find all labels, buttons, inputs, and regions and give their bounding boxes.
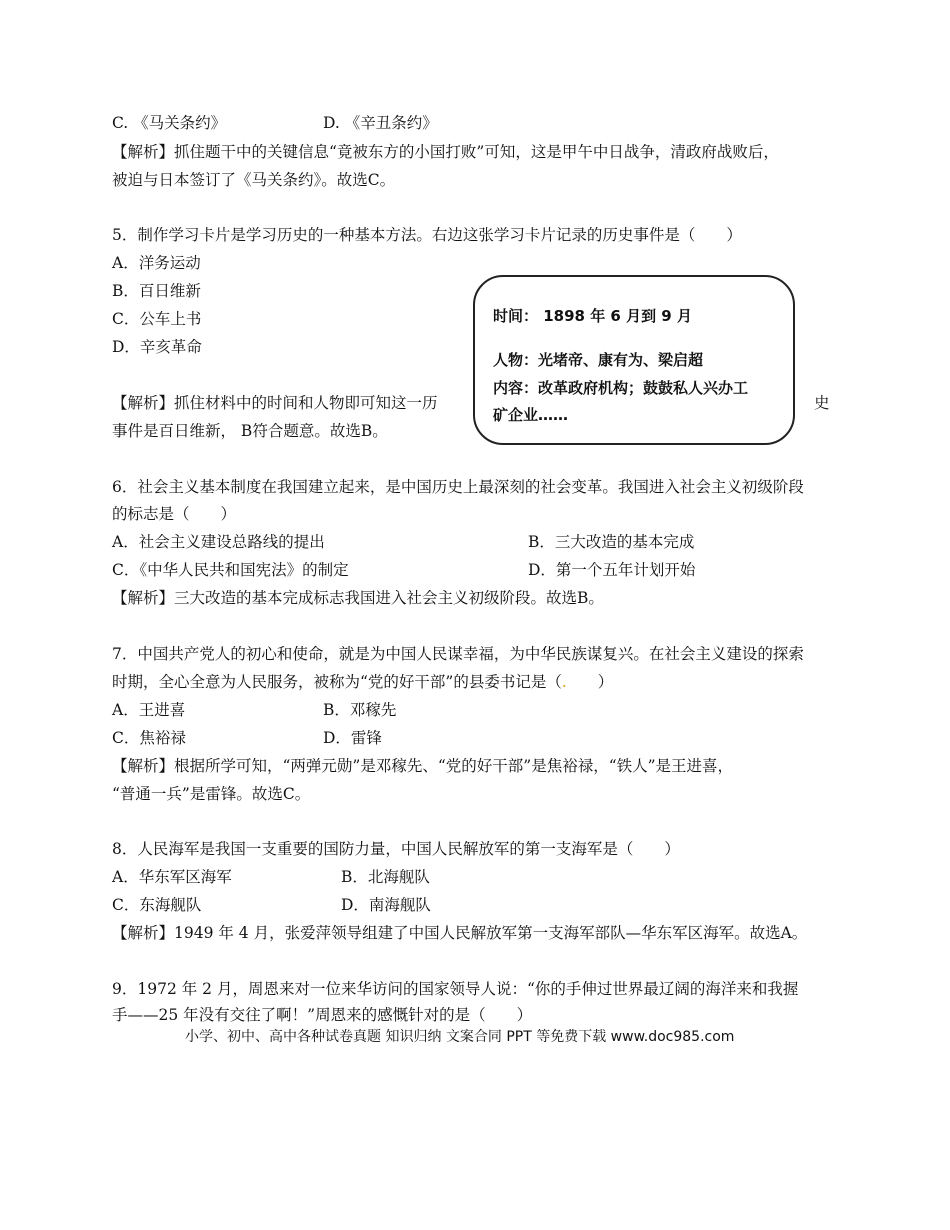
q7-analysis-line1: 【解析】根据所学可知，“两弹元勋”是邓稼先、“党的好干部”是焦裕禄，“铁人”是王进喜，: [112, 757, 734, 775]
card-people: 人物：光堵帝、康有为、梁启超: [493, 351, 704, 369]
card-content-line2: 矿企业……: [493, 406, 569, 424]
q5-option-d: D．辛亥革命: [112, 338, 202, 356]
q6-option-a: A．社会主义建设总路线的提出: [112, 533, 325, 551]
q4-analysis-line1: 【解析】抓住题干中的关键信息“竟被东方的小国打败”可知，这是甲午中日战争，清政府战败后，: [112, 143, 779, 161]
q5-option-c: C．公车上书: [112, 310, 202, 328]
q7-stem-line2-a: 时期，全心全意为人民服务，被称为“党的好干部”的县委书记是（: [112, 673, 562, 691]
q7-option-c: C．焦裕禄: [112, 729, 186, 747]
study-card: [473, 275, 795, 445]
q7-stem-line2-dot: .: [561, 673, 567, 691]
q7-option-d: D．雷锋: [323, 729, 382, 747]
q6-option-b: B．三大改造的基本完成: [528, 533, 695, 551]
q5-stem: 5．制作学习卡片是学习历史的一种基本方法。右边这张学习卡片记录的历史事件是（ ）: [112, 226, 742, 244]
q8-option-d: D．南海舰队: [341, 896, 431, 914]
q7-option-b: B．邓稼先: [323, 701, 397, 719]
q5-analysis-line2: 事件是百日维新， B符合题意。故选B。: [112, 422, 388, 440]
q7-stem-line1: 7．中国共产党人的初心和使命，就是为中国人民谋幸福，为中华民族谋复兴。在社会主义建设的探索: [112, 645, 804, 663]
q8-analysis: 【解析】1949 年 4 月，张爱萍领导组建了中国人民解放军第一支海军部队—华东军区海军。故选A。: [112, 924, 808, 942]
q7-stem-line2: [112, 671, 613, 693]
q6-option-d: D．第一个五年计划开始: [528, 561, 696, 579]
page-footer: 小学、初中、高中各种试卷真题 知识归纳 文案合同 PPT 等免费下载 www.doc985.com: [185, 1029, 735, 1045]
q4-analysis-line2: 被迫与日本签订了《马关条约》。故选C。: [112, 171, 396, 189]
q6-stem-line1: 6．社会主义基本制度在我国建立起来，是中国历史上最深刻的社会变革。我国进入社会主义初级阶段: [112, 478, 804, 496]
q5-option-a: A．洋务运动: [112, 254, 201, 272]
q9-stem-line1: 9．1972 年 2 月，周恩来对一位来华访问的国家领导人说：“你的手伸过世界最辽阔的海洋来和我握: [112, 980, 799, 998]
q7-stem-line2-b: ）: [566, 673, 614, 691]
q7-analysis-line2: “普通一兵”是雷锋。故选C。: [112, 785, 311, 803]
q4-option-d: D. 《辛丑条约》: [323, 114, 438, 132]
q6-option-c: C．《中华人民共和国宪法》的制定: [112, 561, 349, 579]
q8-option-b: B．北海舰队: [341, 868, 430, 886]
q4-option-c: C. 《马关条约》: [112, 114, 227, 132]
q5-analysis-line1: 【解析】抓住材料中的时间和人物即可知这一历: [112, 394, 438, 412]
q5-analysis-line1-end: 史: [814, 394, 830, 412]
card-time: 时间： 1898 年 6 月到 9 月: [493, 307, 692, 325]
q8-option-c: C．东海舰队: [112, 896, 202, 914]
q6-stem-line2: 的标志是（ ）: [112, 505, 237, 523]
q8-stem: 8．人民海军是我国一支重要的国防力量，中国人民解放军的第一支海军是（ ）: [112, 840, 680, 858]
q5-option-b: B．百日维新: [112, 282, 201, 300]
q9-stem-line2: 手——25 年没有交往了啊！”周恩来的感慨针对的是（ ）: [112, 1006, 533, 1024]
q8-option-a: A．华东军区海军: [112, 868, 232, 886]
q6-analysis: 【解析】三大改造的基本完成标志我国进入社会主义初级阶段。故选B。: [112, 589, 604, 607]
q7-option-a: A．王进喜: [112, 701, 186, 719]
card-content-line1: 内容：改革政府机构；鼓鼓私人兴办工: [493, 379, 749, 397]
